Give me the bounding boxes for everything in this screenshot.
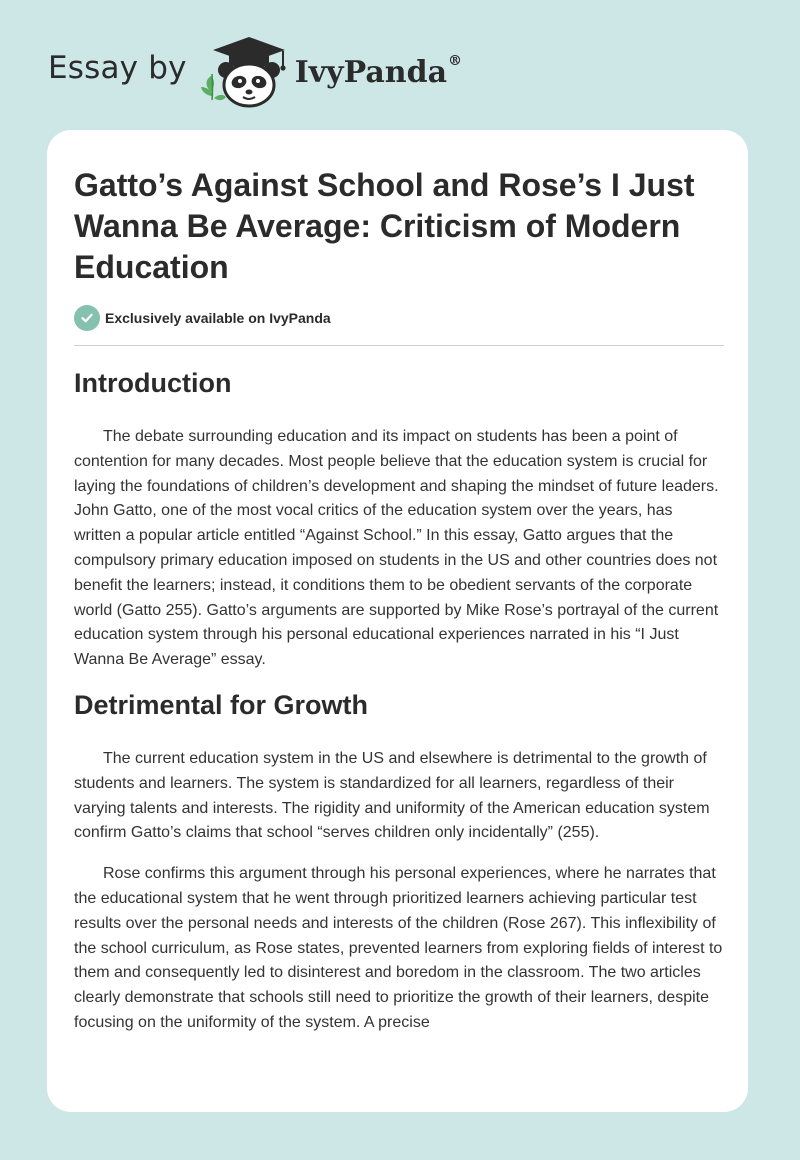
registered-mark: ® [448,52,463,69]
essay-card [47,130,748,1112]
site-header [48,30,462,110]
title-divider [74,345,724,346]
section-heading-detrimental-for-growth: Detrimental for Growth [74,689,369,720]
exclusive-badge [74,305,724,331]
paragraph: The current education system in the US and elsewhere is detrimental to the growth of students and learners. The system is standardized for all learners, regardless of their varying talents and interests. The rigidity and uniformity of the American education system confirm Gatto’s claims that school “serves children only incidentally” (255). [74,749,710,842]
essay-title: Gatto’s Against School and Rose’s I Just Wanna Be Average: Criticism of Modern Education [74,167,695,285]
paragraph: Rose confirms this argument through his personal experiences, where he narrates that the educational system that he went through prioritized learners achieving particular test results over the personal needs and interests of the children (Rose 267). This inflexibility of the school curriculum, as Rose states, prevented learners from exploring fields of interest to them and consequently led to disinterest and boredom in the classroom. The two articles clearly demonstrate that schools still need to prioritize the growth of their learners, despite focusing on the uniformity of the system. A precise [74,865,723,1031]
section-heading-introduction: Introduction [74,368,232,398]
brand-name-text: IvyPanda [294,54,448,90]
essay-by-label: Essay by [48,50,187,86]
paragraph: The debate surrounding education and its impact on students has been a point of contention for many decades. Most people believe that the education system is crucial for laying the foundations of children’s development and shaping the mindset of future leaders. John Gatto, one of the most vocal critics of the education system over the years, has written a popular article entitled “Against School.” In this essay, Gatto argues that the compulsory primary education imposed on students in the US and other countries does not benefit the learners; instead, it conditions them to be obedient servants of the corporate world (Gatto 255). Gatto’s arguments are supported by Mike Rose’s portrayal of the current education system through his personal educational experiences narrated in his “I Just Wanna Be Average” essay. [74,428,719,669]
check-badge-icon [74,305,100,331]
panda-graduate-logo-icon[interactable] [199,30,291,110]
exclusive-label: Exclusively available on IvyPanda [105,310,331,326]
essay-content [74,165,724,1036]
brand-name[interactable] [294,52,463,90]
